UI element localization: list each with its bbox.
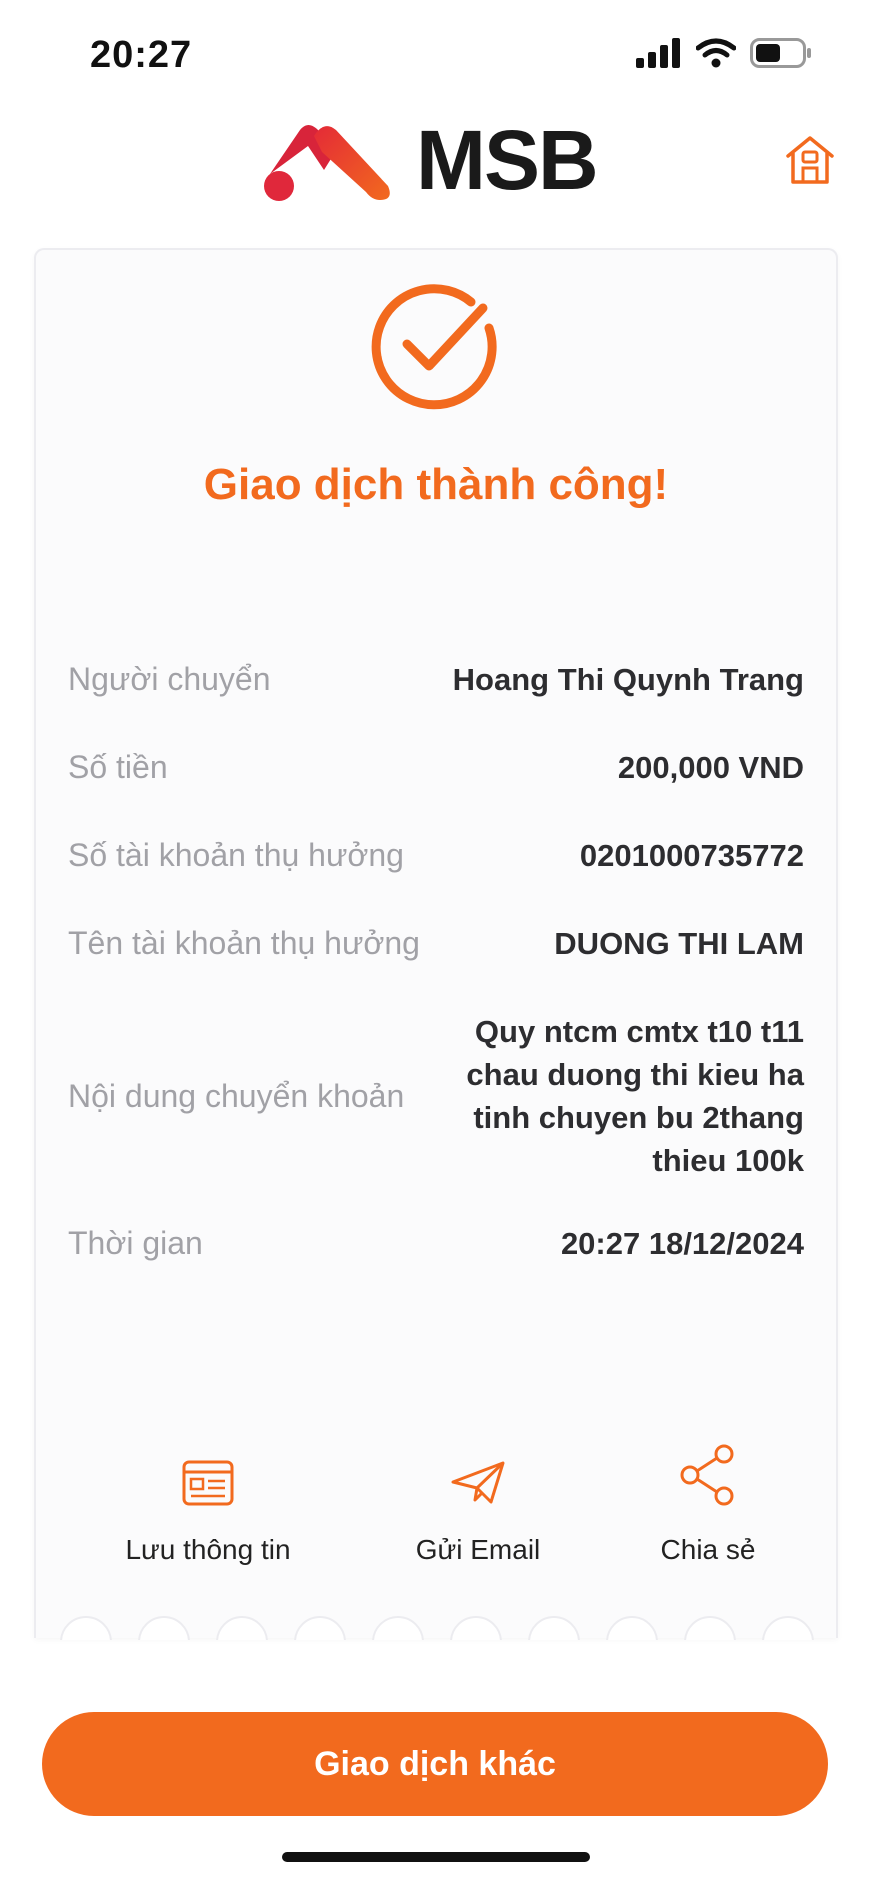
receipt-edge-notch <box>294 1616 346 1640</box>
share-button[interactable] <box>588 1460 828 1566</box>
content-line: thieu 100k <box>652 1143 804 1178</box>
wifi-icon <box>696 38 736 68</box>
detail-label: Tên tài khoản thụ hưởng <box>68 925 420 961</box>
detail-label: Số tài khoản thụ hưởng <box>68 837 404 873</box>
msb-logo <box>262 113 597 207</box>
msb-logo-mark <box>262 118 402 202</box>
action-label: Gửi Email <box>415 1534 541 1565</box>
save-info-icon <box>182 1460 234 1506</box>
other-transaction-button[interactable]: Giao dịch khác <box>42 1712 828 1816</box>
detail-row-beneficiary-account <box>68 834 804 877</box>
receipt-edge-notch <box>528 1616 580 1640</box>
receipt-card <box>34 248 838 1638</box>
success-title: Giao dịch thành công! <box>203 460 669 509</box>
receipt-edge-notch <box>138 1616 190 1640</box>
receipt-edge-notch <box>372 1616 424 1640</box>
detail-value-multiline <box>466 1010 804 1182</box>
content-line: chau duong thi kieu ha <box>466 1057 804 1092</box>
action-label: Lưu thông tin <box>125 1534 291 1565</box>
action-bar <box>36 1460 836 1610</box>
send-email-icon <box>451 1460 505 1506</box>
detail-row-amount <box>68 746 804 789</box>
receipt-edge-notch <box>762 1616 814 1640</box>
detail-value: 0201000735772 <box>579 838 804 873</box>
detail-value: Hoang Thi Quynh Trang <box>452 662 804 697</box>
brand-name: MSB <box>416 113 597 207</box>
signal-icon <box>636 38 682 68</box>
detail-row-time <box>68 1222 804 1265</box>
detail-row-beneficiary-name <box>68 922 804 965</box>
receipt-edge-notch <box>450 1616 502 1640</box>
home-icon <box>784 134 836 186</box>
receipt-edge-notch <box>606 1616 658 1640</box>
detail-label: Người chuyển <box>68 661 271 697</box>
save-info-button[interactable] <box>88 1460 328 1566</box>
success-check-icon <box>371 282 499 410</box>
content-line: tinh chuyen bu 2thang <box>473 1100 804 1135</box>
home-button[interactable] <box>784 134 836 186</box>
detail-label: Thời gian <box>68 1225 203 1261</box>
battery-icon <box>750 38 812 68</box>
content-line: Quy ntcm cmtx t10 t11 <box>474 1014 804 1049</box>
detail-row-transfer-content <box>68 1010 804 1182</box>
receipt-edge-notch <box>216 1616 268 1640</box>
status-time: 20:27 <box>90 34 193 76</box>
share-icon <box>678 1444 738 1506</box>
status-icons <box>636 38 812 68</box>
home-indicator <box>282 1852 590 1862</box>
send-email-button[interactable] <box>358 1460 598 1566</box>
receipt-edge <box>36 1608 836 1640</box>
detail-row-sender <box>68 658 804 701</box>
action-label: Chia sẻ <box>660 1534 756 1565</box>
receipt-edge-notch <box>684 1616 736 1640</box>
detail-value: DUONG THI LAM <box>554 926 804 961</box>
detail-label: Nội dung chuyển khoản <box>68 1077 405 1114</box>
detail-value: 200,000 VND <box>617 750 804 785</box>
detail-label: Số tiền <box>68 749 168 785</box>
receipt-edge-notch <box>60 1616 112 1640</box>
detail-value: 20:27 18/12/2024 <box>560 1226 804 1261</box>
